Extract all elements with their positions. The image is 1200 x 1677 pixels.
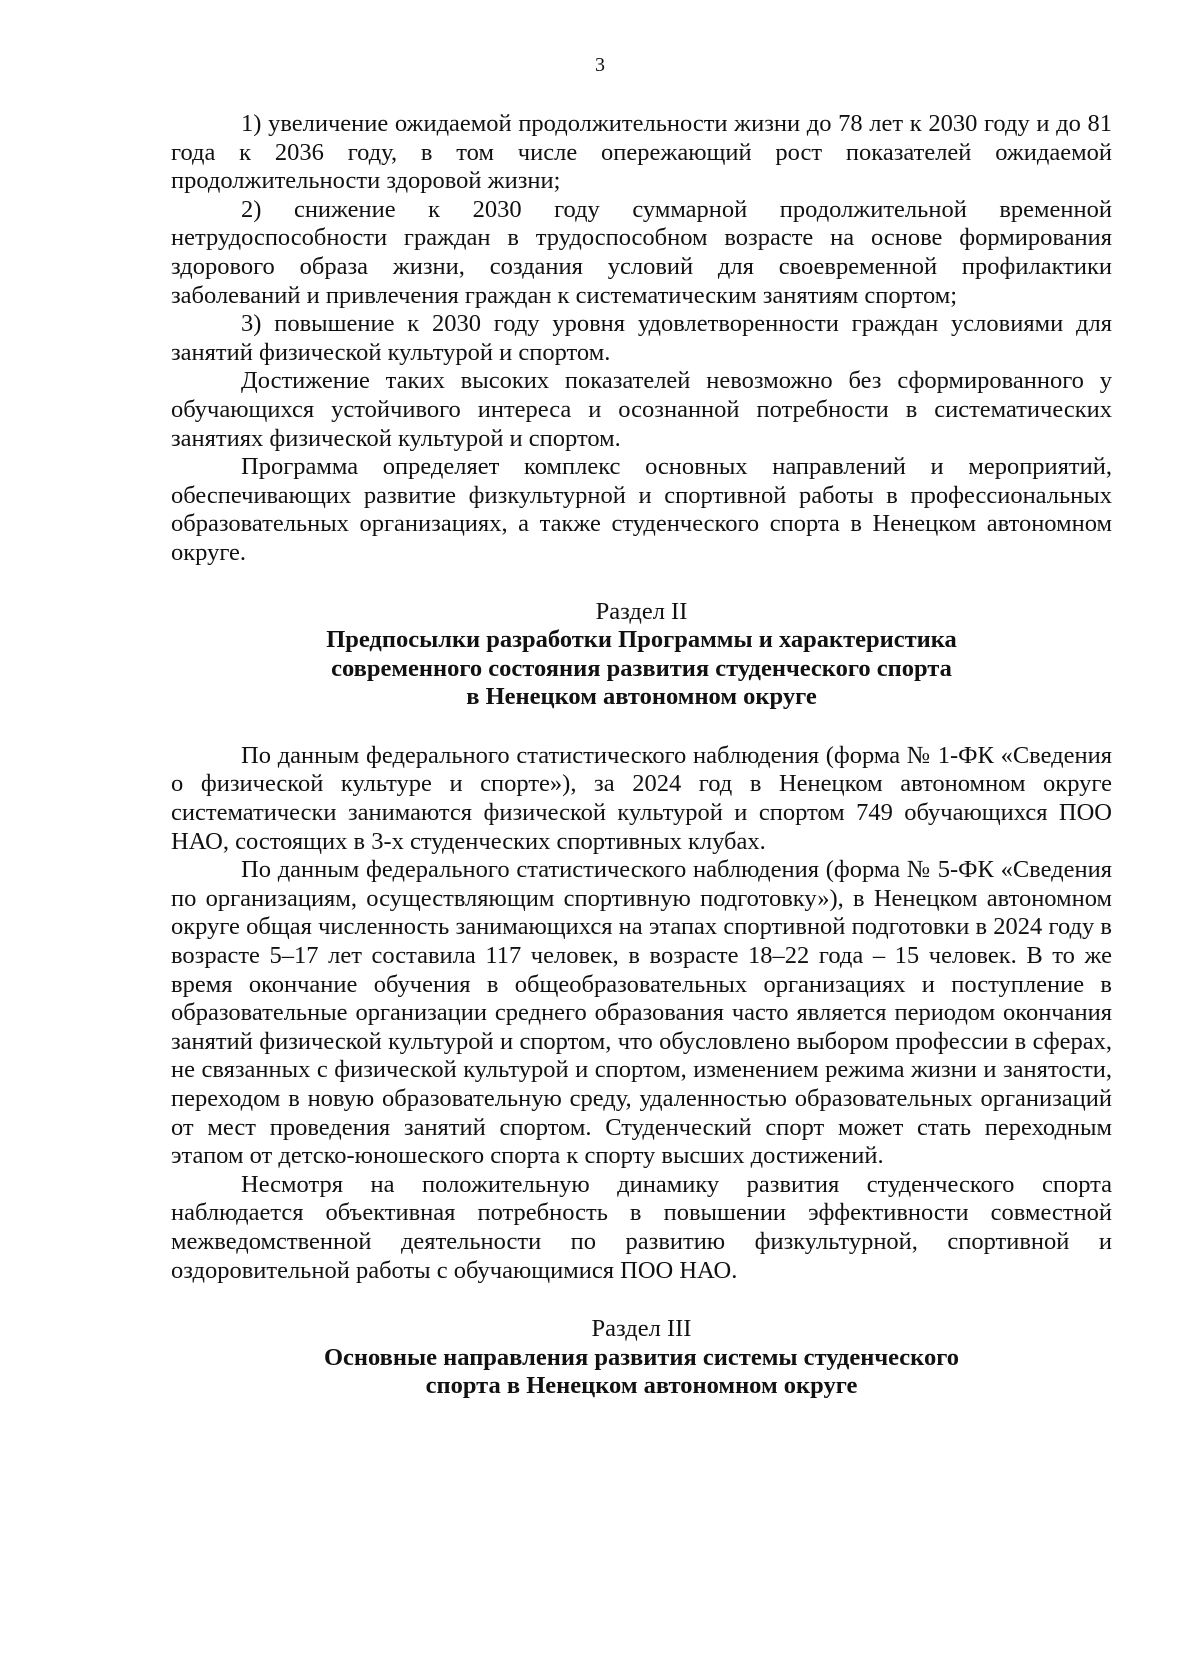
section-2-heading <box>171 598 1112 712</box>
document-body <box>171 110 1112 1401</box>
section-2-paragraph: Несмотря на положительную динамику развития студенческого спорта наблюдается объективная потребность в повышении эффективности совместной межведомственной деятельности по развитию физкультурной, спортивной и оздоровительной работы с обучающимися ПОО НАО. <box>171 1170 1112 1284</box>
section-2-title <box>171 626 1112 712</box>
section-2-title-line: в Ненецком автономном округе <box>466 683 817 711</box>
section-2-label: Раздел II <box>595 597 688 625</box>
page-number: 3 <box>595 54 605 76</box>
section-2-title-line: современного состояния развития студенческого спорта <box>331 654 952 682</box>
section-3-label: Раздел III <box>591 1315 692 1343</box>
list-item-goal-1: 1) увеличение ожидаемой продолжительности жизни до 78 лет к 2030 году и до 81 года к 2036 году, в том числе опережающий рост показателей ожидаемой продолжительности здоровой жизни; <box>171 110 1112 195</box>
list-item-goal-2: 2) снижение к 2030 году суммарной продолжительной временной нетрудоспособности граждан в трудоспособном возрасте на основе формирования здорового образа жизни, создания условий для своевременной профилактики заболеваний и привлечения граждан к систематическим занятиям спортом; <box>171 195 1112 309</box>
section-2-paragraph: По данным федерального статистического наблюдения (форма № 5-ФК «Сведения по организациям, осуществляющим спортивную подготовку»), в Ненецком автономном округе общая численность занимающихся на этапах спортивной подготовки в 2024 году в возрасте 5–17 лет составила 117 человек, в возрасте 18–22 года – 15 человек. В то же время окончание обучения в общеобразовательных организациях и поступление в образовательные организации среднего образования часто является периодом окончания занятий физической культурой и спортом, что обусловлено выбором профессии в сферах, не связанных с физической культурой и спортом, изменением режима жизни и занятости, переходом в новую образовательную среду, удаленностью образовательных организаций от мест проведения занятий спортом. Студенческий спорт может стать переходным этапом от детско-юношеского спорта к спорту высших достижений. <box>171 856 1112 1170</box>
section-2-paragraph: По данным федерального статистического наблюдения (форма № 1-ФК «Сведения о физической культуре и спорте»), за 2024 год в Ненецком автономном округе систематически занимаются физической культурой и спортом 749 обучающихся ПОО НАО, состоящих в 3-х студенческих спортивных клубах. <box>171 741 1112 855</box>
section-3-title-line: Основные направления развития системы студенческого <box>323 1343 959 1371</box>
intro-paragraph: Программа определяет комплекс основных направлений и мероприятий, обеспечивающих развитие физкультурной и спортивной работы в профессиональных образовательных организациях, а также студенческого спорта в Ненецком автономном округе. <box>171 453 1112 566</box>
section-3-heading <box>171 1315 1112 1401</box>
section-3-title-line: спорта в Ненецком автономном округе <box>425 1372 858 1400</box>
intro-paragraph: Достижение таких высоких показателей невозможно без сформированного у обучающихся устойчивого интереса и осознанной потребности в систематических занятиях физической культурой и спортом. <box>171 367 1112 452</box>
list-item-goal-3: 3) повышение к 2030 году уровня удовлетворенности граждан условиями для занятий физической культурой и спортом. <box>171 310 1112 366</box>
section-2-title-line: Предпосылки разработки Программы и характеристика <box>326 626 957 654</box>
section-3-title <box>171 1344 1112 1401</box>
